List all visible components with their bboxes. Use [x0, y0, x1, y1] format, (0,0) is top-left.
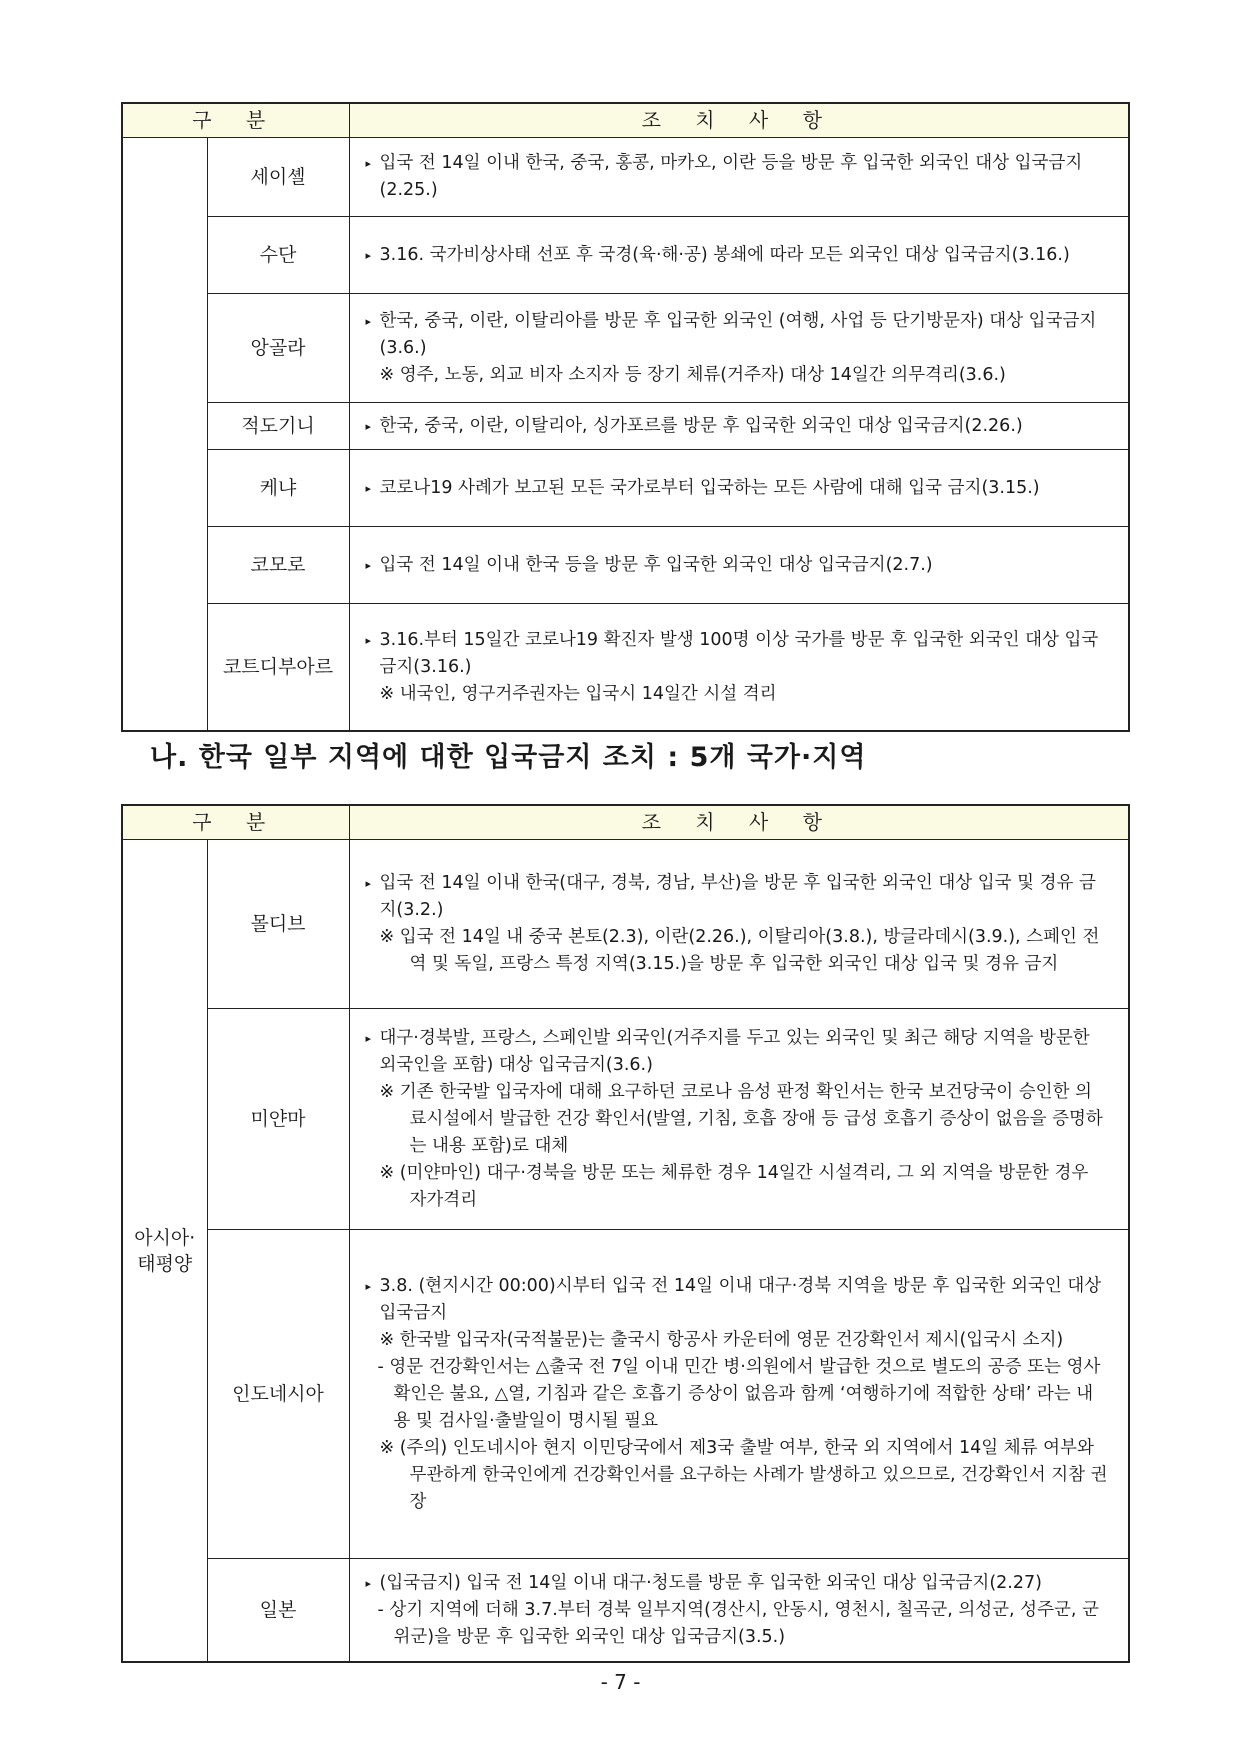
table-header-row — [122, 103, 1129, 138]
note-line: ※ 내국인, 영구거주권자는 입국시 14일간 시설 격리 — [379, 683, 777, 704]
country-cell: 코트디부아르 — [207, 604, 349, 732]
table-row — [122, 450, 1129, 527]
note-line: ※ 입국 전 14일 내 중국 본토(2.3), 이란(2.26.), 이탈리아(3.8.), 방글라데시(3.9.), 스페인 전역 및 독일, 프랑스 특정 지역(3.15.)을 방문 후 입국한 외국인 대상 입국 및 경유 금지 — [379, 927, 1100, 974]
bullet-icon: ▸ — [365, 558, 372, 572]
measure-line: ▸ 한국, 중국, 이란, 이탈리아를 방문 후 입국한 외국인 (여행, 사업 등 단기방문자) 대상 입국금지(3.6.) — [366, 308, 1109, 362]
note-line: ※ (미얀마인) 대구·경북을 방문 또는 체류한 경우 14일간 시설격리, 그 외 지역을 방문한 경우 자가격리 — [379, 1162, 1089, 1210]
measure-cell — [349, 217, 1129, 294]
table-row — [122, 1230, 1129, 1559]
bullet-icon: ▸ — [365, 1031, 372, 1045]
country-cell: 앙골라 — [207, 294, 349, 403]
region-cell — [122, 840, 207, 1663]
measure-line: ▸ 입국 전 14일 이내 한국(대구, 경북, 경남, 부산)을 방문 후 입국한 외국인 대상 입국 및 경유 금지(3.2.) — [366, 870, 1109, 924]
measure-cell — [349, 138, 1129, 217]
country-cell: 적도기니 — [207, 403, 349, 450]
table-row — [122, 294, 1129, 403]
measure-line: ▸ 입국 전 14일 이내 한국 등을 방문 후 입국한 외국인 대상 입국금지(2.7.) — [366, 552, 1109, 579]
country-cell: 코모로 — [207, 527, 349, 604]
region-cell — [122, 138, 207, 732]
bullet-icon: ▸ — [365, 633, 372, 647]
measure-line: ▸ 한국, 중국, 이란, 이탈리아, 싱가포르를 방문 후 입국한 외국인 대상 입국금지(2.26.) — [366, 413, 1109, 440]
measure-line: ▸ 입국 전 14일 이내 한국, 중국, 홍콩, 마카오, 이란 등을 방문 후 입국한 외국인 대상 입국금지(2.25.) — [366, 150, 1109, 204]
note-line: ※ 영주, 노동, 외교 비자 소지자 등 장기 체류(거주자) 대상 14일간 의무격리(3.6.) — [379, 364, 1006, 385]
bullet-icon: ▸ — [365, 481, 372, 495]
header-category: 구 분 — [122, 805, 349, 840]
table-row — [122, 527, 1129, 604]
section-title: 나. 한국 일부 지역에 대한 입국금지 조치 : 5개 국가·지역 — [150, 742, 867, 773]
table-header-row — [122, 805, 1129, 840]
measure-line: ▸ 3.8. (현지시간 00:00)시부터 입국 전 14일 이내 대구·경북 지역을 방문 후 입국한 외국인 대상 입국금지 — [366, 1273, 1109, 1327]
measure-line: ▸ 3.16.부터 15일간 코로나19 확진자 발생 100명 이상 국가를 방문 후 입국한 외국인 대상 입국금지(3.16.) — [366, 627, 1109, 681]
bullet-icon: ▸ — [365, 877, 372, 890]
measure-cell — [349, 1230, 1129, 1559]
measure-cell — [349, 1009, 1129, 1230]
header-measures: 조 치 사 항 — [349, 103, 1129, 138]
bullet-icon: ▸ — [365, 248, 372, 262]
table-row — [122, 403, 1129, 450]
measure-cell — [349, 450, 1129, 527]
note-line: ※ 한국발 입국자(국적불문)는 출국시 항공사 카운터에 영문 건강확인서 제시(입국시 소지) — [379, 1329, 1064, 1350]
country-cell: 몰디브 — [207, 840, 349, 1009]
note-line: ※ 기존 한국발 입국자에 대해 요구하던 코로나 음성 판정 확인서는 한국 보건당국이 승인한 의료시설에서 발급한 건강 확인서(발열, 기침, 호흡 장애 등 급성 호흡기 증상이 없음을 증명하는 내용 포함)로 대체 — [379, 1081, 1103, 1156]
bullet-icon: ▸ — [365, 1576, 372, 1590]
country-measures-table-2 — [121, 804, 1130, 1663]
country-measures-table-1 — [121, 102, 1130, 732]
measure-line: ▸ 대구·경북발, 프랑스, 스페인발 외국인(거주지를 두고 있는 외국인 및 최근 해당 지역을 방문한 외국인을 포함) 대상 입국금지(3.6.) — [366, 1025, 1109, 1079]
region-label: 아시아· 태평양 — [134, 1226, 196, 1275]
measure-cell — [349, 840, 1129, 1009]
dash-line: - 영문 건강확인서는 △출국 전 7일 이내 민간 병·의원에서 발급한 것으로 별도의 공증 또는 영사확인은 불요, △열, 기침과 같은 호흡기 증상이 없음과 함께 ‘여행하기에 적합한 상태’ 라는 내용 및 검사일·출발일이 명시될 필요 — [377, 1356, 1101, 1431]
measure-line: ▸ 코로나19 사례가 보고된 모든 국가로부터 입국하는 모든 사람에 대해 입국 금지(3.15.) — [366, 475, 1109, 502]
measure-cell — [349, 604, 1129, 732]
header-category: 구 분 — [122, 103, 349, 138]
country-cell: 인도네시아 — [207, 1230, 349, 1559]
header-measures: 조 치 사 항 — [349, 805, 1129, 840]
bullet-icon: ▸ — [365, 157, 372, 170]
table-row — [122, 138, 1129, 217]
measure-cell — [349, 294, 1129, 403]
country-cell: 수단 — [207, 217, 349, 294]
dash-line: - 상기 지역에 더해 3.7.부터 경북 일부지역(경산시, 안동시, 영천시, 칠곡군, 의성군, 성주군, 군위군)을 방문 후 입국한 외국인 대상 입국금지(3.5.) — [377, 1599, 1099, 1647]
table-row — [122, 604, 1129, 732]
page-number: - 7 - — [600, 1670, 641, 1694]
table-row — [122, 840, 1129, 1009]
bullet-icon: ▸ — [365, 419, 372, 433]
measure-cell — [349, 403, 1129, 450]
bullet-icon: ▸ — [365, 314, 372, 328]
measure-cell — [349, 527, 1129, 604]
measure-cell — [349, 1559, 1129, 1663]
table-row — [122, 1009, 1129, 1230]
country-cell: 케냐 — [207, 450, 349, 527]
country-cell: 세이셸 — [207, 138, 349, 217]
table-row — [122, 217, 1129, 294]
measure-line: ▸ (입국금지) 입국 전 14일 이내 대구·청도를 방문 후 입국한 외국인 대상 입국금지(2.27) — [366, 1570, 1109, 1597]
bullet-icon: ▸ — [365, 1279, 372, 1293]
country-cell: 미얀마 — [207, 1009, 349, 1230]
table-row — [122, 1559, 1129, 1663]
note-line: ※ (주의) 인도네시아 현지 이민당국에서 제3국 출발 여부, 한국 외 지역에서 14일 체류 여부와 무관하게 한국인에게 건강확인서를 요구하는 사례가 발생하고 있으므로, 건강확인서 지참 권장 — [379, 1437, 1108, 1512]
country-cell: 일본 — [207, 1559, 349, 1663]
measure-line: ▸ 3.16. 국가비상사태 선포 후 국경(육·해·공) 봉쇄에 따라 모든 외국인 대상 입국금지(3.16.) — [366, 242, 1109, 269]
